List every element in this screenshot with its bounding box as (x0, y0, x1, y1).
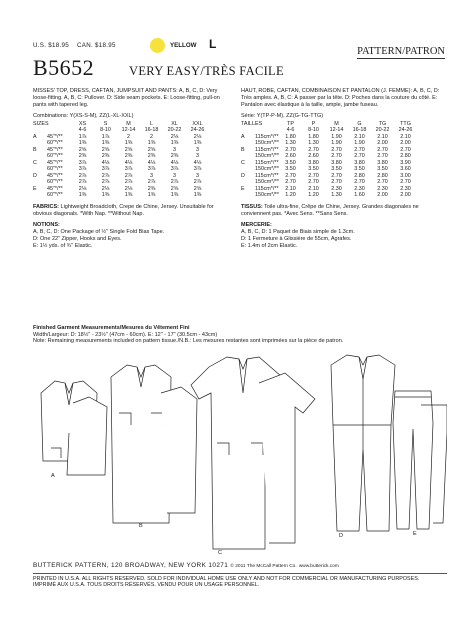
yardage-value: 3⅞ (124, 166, 133, 173)
yardage-value: 2.10 (377, 133, 388, 140)
yardage-value: 2.70 (308, 146, 319, 153)
yardage-value: 2 (127, 133, 130, 140)
yardage-value: 3 (173, 146, 176, 153)
yardage-value: 1.30 (285, 140, 296, 147)
size-header-cell: TAILLES (241, 120, 263, 127)
yardage-value: 2.10 (400, 133, 411, 140)
yardage-value: 2.80 (354, 172, 365, 179)
english-notion: E: 1½ yds. of ¾" Elastic. (33, 243, 93, 250)
yardage-value: 2⅞ (124, 172, 133, 179)
yardage-value: 1.30 (308, 140, 319, 147)
yardage-value: 2.80 (377, 172, 388, 179)
yardage-value: 2.00 (377, 140, 388, 147)
size-range-cell: 20-22 (375, 127, 390, 134)
yardage-value: 2⅝ (170, 185, 179, 192)
website-link[interactable]: www.butterick.com (298, 564, 339, 569)
yardage-value: 2.70 (377, 179, 388, 186)
view-c-caftan-drawing (191, 357, 315, 549)
size-range-cell: 8-10 (100, 127, 111, 134)
yardage-value: 2⅝ (193, 185, 202, 192)
size-range-cell: 4-6 (78, 127, 87, 134)
fabric-width: 150cm*/** (255, 192, 279, 199)
yardage-value: 2.70 (377, 146, 388, 153)
yardage-value: 2⅛ (170, 133, 179, 140)
view-label-b: B (139, 523, 143, 529)
yardage-value: 2⅞ (193, 179, 202, 186)
yardage-value: 1.80 (285, 133, 296, 140)
size-letter: L (209, 37, 217, 51)
size-header-cell: S (103, 120, 108, 127)
yardage-value: 2.70 (377, 153, 388, 160)
fabric-width: 45"*/** (47, 133, 63, 140)
yardage-value: 1⅜ (101, 192, 110, 199)
yardage-value: 2.70 (285, 146, 296, 153)
yardage-value: 4⅛ (193, 159, 202, 166)
yardage-value: 3.50 (308, 166, 319, 173)
yardage-value: 2⅛ (193, 133, 202, 140)
size-range-cell: 12-14 (121, 127, 136, 134)
size-header-cell: M (126, 120, 131, 127)
yardage-value: 2.10 (308, 185, 319, 192)
yardage-value: 1⅞ (101, 133, 110, 140)
french-notion: D: 1 Fermeture à Glissière de 55cm, Agrafes. (241, 236, 352, 243)
yardage-value: 4⅛ (170, 159, 179, 166)
yardage-value: 1.90 (354, 140, 365, 147)
view-letter: A (241, 133, 245, 140)
french-notions-heading: MERCERIE: (241, 222, 272, 229)
yardage-value: 2.70 (400, 146, 411, 153)
yardage-value: 3 (196, 153, 199, 160)
yardage-value: 2⅜ (124, 153, 133, 160)
yardage-value: 2⅞ (78, 179, 87, 186)
yardage-value: 2.70 (331, 146, 342, 153)
yardage-value: 2⅞ (124, 179, 133, 186)
english-yardage-table (33, 121, 209, 199)
fabric-width: 45"*/** (47, 185, 63, 192)
size-range-cell: 16-18 (144, 127, 159, 134)
french-fabrics-heading: TISSUS: (241, 203, 263, 210)
yardage-value: 3⅞ (78, 166, 87, 173)
french-description: HAUT, ROBE, CAFTAN, COMBINAISON ET PANTALON (J. FEMME): A, B, C, D: Très amples. A, B, C: À passer par la tête. D: Poches dans la couture du côté. E: Pantalon avec élastique à la taille, ample, jambe fuseau. (241, 88, 440, 108)
french-fabrics: Toile ultra-fine, Crêpe de Chine, Jersey. Grandes diagonales ne conviennent pas. *Avec Sens. **Sans Sens. (241, 203, 419, 217)
size-header-cell: XL (171, 120, 178, 127)
size-range-cell: 4-6 (286, 127, 295, 134)
yardage-value: 3.80 (308, 159, 319, 166)
difficulty-label: VERY EASY/TRÈS FACILE (129, 64, 284, 78)
yardage-value: 2.30 (377, 185, 388, 192)
yardage-value: 1.20 (308, 192, 319, 199)
view-letter: D (241, 172, 245, 179)
fabric-width: 150cm*/** (255, 179, 279, 186)
yardage-value: 2.70 (331, 179, 342, 186)
fabric-width: 45"*/** (47, 172, 63, 179)
yardage-value: 2.70 (400, 179, 411, 186)
yardage-value: 2.10 (354, 133, 365, 140)
yardage-value: 3⅞ (147, 166, 156, 173)
view-letter (241, 192, 255, 199)
view-label-a: A (51, 473, 55, 479)
yardage-value: 2.70 (308, 172, 319, 179)
size-header-cell: L (150, 120, 153, 127)
size-header-cell: SIZES (33, 120, 49, 127)
fabric-width: 60"*/** (47, 179, 63, 186)
size-range-cell: 20-22 (167, 127, 182, 134)
yardage-value: 2⅜ (78, 153, 87, 160)
yardage-value: 2⅛ (101, 185, 110, 192)
fabric-width: 115cm*/** (255, 159, 279, 166)
yardage-value: 1⅜ (124, 140, 133, 147)
yardage-value: 2⅜ (101, 153, 110, 160)
yardage-value: 1⅜ (78, 192, 87, 199)
fabric-width: 60"*/** (47, 166, 63, 173)
yardage-value: 2.70 (331, 153, 342, 160)
yardage-value: 3⅞ (101, 166, 110, 173)
fabric-width: 60"*/** (47, 153, 63, 160)
view-label-d: D (339, 533, 343, 539)
legal-english: PRINTED IN U.S.A. ALL RIGHTS RESERVED. SOLD FOR INDIVIDUAL HOME USE ONLY AND NOT FOR COMMERCIAL OR MANUFACTURING PURPOSES. (33, 575, 420, 582)
yardage-value: 2 (150, 133, 153, 140)
fabric-width: 150cm*/** (255, 166, 279, 173)
size-range-cell: 24-26 (190, 127, 205, 134)
price-row (33, 42, 122, 49)
yardage-value: 2.70 (354, 179, 365, 186)
view-label-e: E (413, 531, 417, 537)
view-letter: B (241, 146, 245, 153)
yardage-value: 1.90 (331, 133, 342, 140)
yardage-value: 3 (196, 146, 199, 153)
yardage-value: 2⅝ (101, 146, 110, 153)
publisher-address: BUTTERICK PATTERN, 120 BROADWAY, NEW YORK 10271 (33, 562, 229, 569)
legal-french: IMPRIMÉ AUX U.S.A. TOUS DROITS RÉSERVÉS. VENDU POUR UN USAGE PERSONNEL. (33, 582, 260, 589)
size-header-cell: M (334, 120, 339, 127)
yardage-value: 3.80 (331, 159, 342, 166)
yardage-value: 1⅜ (101, 140, 110, 147)
yardage-value: 2⅞ (101, 172, 110, 179)
color-label: YELLOW (170, 42, 197, 49)
publisher-address-line (33, 563, 447, 574)
fabric-width: 150cm*/** (255, 140, 279, 147)
fabric-width: 60"*/** (47, 140, 63, 147)
fabric-width: 115cm*/** (255, 146, 279, 153)
french-combinations: Série: Y(TP-P-M), ZZ(G-TG-TTG) (241, 112, 324, 119)
finished-note: Note: Remaining measurements included on pattern tissue./N.B.: Les mesures restantes sont imprimées sur la pièce de patron. (33, 338, 344, 345)
yardage-value: 2⅞ (170, 179, 179, 186)
garment-line-art (33, 353, 447, 558)
yardage-value: 2.80 (400, 153, 411, 160)
yardage-row (241, 192, 417, 199)
english-combinations: Combinations: Y(XS-S-M), ZZ(L-XL-XXL) (33, 112, 134, 119)
yardage-value: 3.50 (285, 166, 296, 173)
size-header-cell: TG (378, 120, 387, 127)
fabric-width: 115cm*/** (255, 172, 279, 179)
yardage-value: 1.30 (331, 192, 342, 199)
view-letter: C (33, 159, 37, 166)
yardage-value: 1.80 (308, 133, 319, 140)
size-header-cell: G (357, 120, 362, 127)
view-letter: E (241, 185, 245, 192)
size-range-cell: 16-18 (352, 127, 367, 134)
fabric-width: 150cm*/** (255, 153, 279, 160)
yardage-value: 3.50 (331, 166, 342, 173)
english-notion: D: One 22" Zipper, Hooks and Eyes. (33, 236, 122, 243)
size-range-cell: 24-26 (398, 127, 413, 134)
yardage-value: 3.90 (400, 159, 411, 166)
yardage-value: 3.80 (377, 159, 388, 166)
yardage-value: 1.60 (354, 192, 365, 199)
yardage-value: 2.30 (354, 185, 365, 192)
english-fabrics-heading: FABRICS: (33, 203, 59, 210)
yardage-value: 2⅝ (78, 146, 87, 153)
price-can: CAN. $18.95 (77, 42, 116, 49)
yardage-value: 3 (196, 172, 199, 179)
yardage-value: 2.70 (354, 153, 365, 160)
yardage-value: 2⅝ (124, 146, 133, 153)
finished-title: Finished Garment Measurements/Mesures du Vêtement Fini (33, 325, 190, 331)
yardage-value: 4⅛ (101, 159, 110, 166)
yardage-value: 2.70 (354, 146, 365, 153)
yardage-value: 4⅛ (124, 159, 133, 166)
french-notion: A, B, C, D: 1 Paquet de Biais simple de 1.3cm. (241, 229, 355, 236)
yardage-value: 3⅞ (78, 159, 87, 166)
copyright: © 2011 The McCall Pattern Co. (230, 564, 297, 569)
english-notion: A, B, C, D: One Package of ½" Single Fold Bias Tape. (33, 229, 165, 236)
yardage-value: 1⅜ (170, 140, 179, 147)
yardage-value: 4⅛ (147, 159, 156, 166)
yardage-value: 2.00 (377, 192, 388, 199)
yardage-value: 1⅜ (170, 192, 179, 199)
view-letter: D (33, 172, 37, 179)
view-letter (33, 192, 47, 199)
price-us: U.S. $18.95 (33, 42, 69, 49)
view-b-dress-drawing (111, 365, 197, 523)
view-letter: E (33, 185, 37, 192)
yardage-value: 2⅞ (101, 179, 110, 186)
yardage-value: 1⅜ (193, 140, 202, 147)
yardage-value: 3 (150, 172, 153, 179)
fabric-width: 45"*/** (47, 159, 63, 166)
yardage-value: 2⅜ (170, 153, 179, 160)
french-yardage-table (241, 121, 417, 199)
english-fabrics: Lightweight Broadcloth, Crepe de Chine, Jersey. Unsuitable for obvious diagonals. *With Nap. **Without Nap. (33, 203, 214, 217)
view-letter: A (33, 133, 37, 140)
yardage-value: 3.50 (354, 166, 365, 173)
yardage-value: 2⅜ (147, 153, 156, 160)
view-letter: B (33, 146, 37, 153)
yardage-value: 3.50 (285, 159, 296, 166)
yardage-value: 1⅜ (193, 192, 202, 199)
yardage-value: 3.00 (400, 172, 411, 179)
yardage-value: 2.70 (285, 172, 296, 179)
view-label-c: C (218, 550, 222, 556)
pattern-envelope-back (13, 28, 449, 618)
yardage-value: 1⅞ (78, 133, 87, 140)
view-d-jumpsuit-drawing (331, 355, 395, 531)
view-a-top-drawing (41, 381, 107, 475)
pattern-number: B5652 (33, 55, 95, 80)
yardage-value: 1.20 (285, 192, 296, 199)
french-notion: E: 1.4m of 2cm Elastic. (241, 243, 298, 250)
yardage-value: 2.30 (400, 185, 411, 192)
fabric-width: 60"*/** (47, 192, 63, 199)
size-header-cell: TTG (400, 120, 411, 127)
english-column (33, 88, 231, 250)
yardage-value: 3⅞ (193, 166, 202, 173)
yardage-value: 1.90 (331, 140, 342, 147)
footer (33, 563, 447, 589)
size-header-cell: P (311, 120, 316, 127)
yardage-value: 2⅛ (78, 185, 87, 192)
english-notions-heading: NOTIONS: (33, 222, 60, 229)
size-header-cell: TP (287, 120, 294, 127)
yardage-value: 2.60 (285, 153, 296, 160)
yardage-value: 1⅜ (147, 140, 156, 147)
yardage-value: 2.00 (400, 140, 411, 147)
yardage-value: 3.50 (377, 166, 388, 173)
size-header-cell: XS (78, 120, 87, 127)
yardage-value: 2⅞ (78, 172, 87, 179)
yardage-value: 3⅞ (170, 166, 179, 173)
fabric-width: 115cm*/** (255, 133, 279, 140)
yardage-value: 2.60 (308, 153, 319, 160)
yardage-value: 3 (173, 172, 176, 179)
yardage-value: 2⅝ (147, 146, 156, 153)
yardage-value: 2.00 (400, 192, 411, 199)
yellow-dot-icon (150, 38, 165, 53)
finished-width: Width/Largeur: D: 18½" - 23½" (47cm - 60cm). E: 12" - 17" (30.5cm - 43cm) (33, 331, 218, 338)
finished-measurements (33, 325, 447, 345)
yardage-value: 2.70 (331, 172, 342, 179)
size-range-cell: 12-14 (329, 127, 344, 134)
yardage-value: 2.30 (331, 185, 342, 192)
yardage-value: 1⅜ (147, 192, 156, 199)
yardage-row (33, 192, 209, 199)
yardage-value: 2.70 (308, 179, 319, 186)
french-column (241, 88, 447, 250)
view-letter: C (241, 159, 245, 166)
yardage-value: 2.70 (285, 179, 296, 186)
yardage-value: 2⅜ (147, 185, 156, 192)
size-range-cell: 8-10 (308, 127, 319, 134)
yardage-value: 1⅜ (124, 192, 133, 199)
view-e-pants-drawing (393, 391, 447, 529)
fabric-width: 115cm*/** (255, 185, 279, 192)
english-description: MISSES' TOP, DRESS, CAFTAN, JUMPSUIT AND PANTS: A, B, C, D: Very loose-fitting. A, B, C: Pullover. D: Side seam pockets. E: Loose-fitting, pull-on pants with tapered leg. (33, 88, 220, 108)
yardage-value: 3.80 (354, 159, 365, 166)
fabric-width: 45"*/** (47, 146, 63, 153)
yardage-value: 1⅜ (78, 140, 87, 147)
pattern-label: PATTERN/PATRON (357, 46, 445, 57)
size-header-cell: XXL (192, 120, 203, 127)
yardage-value: 2⅞ (147, 179, 156, 186)
yardage-value: 2.10 (285, 185, 296, 192)
yardage-value: 3.60 (400, 166, 411, 173)
yardage-value: 2⅛ (124, 185, 133, 192)
